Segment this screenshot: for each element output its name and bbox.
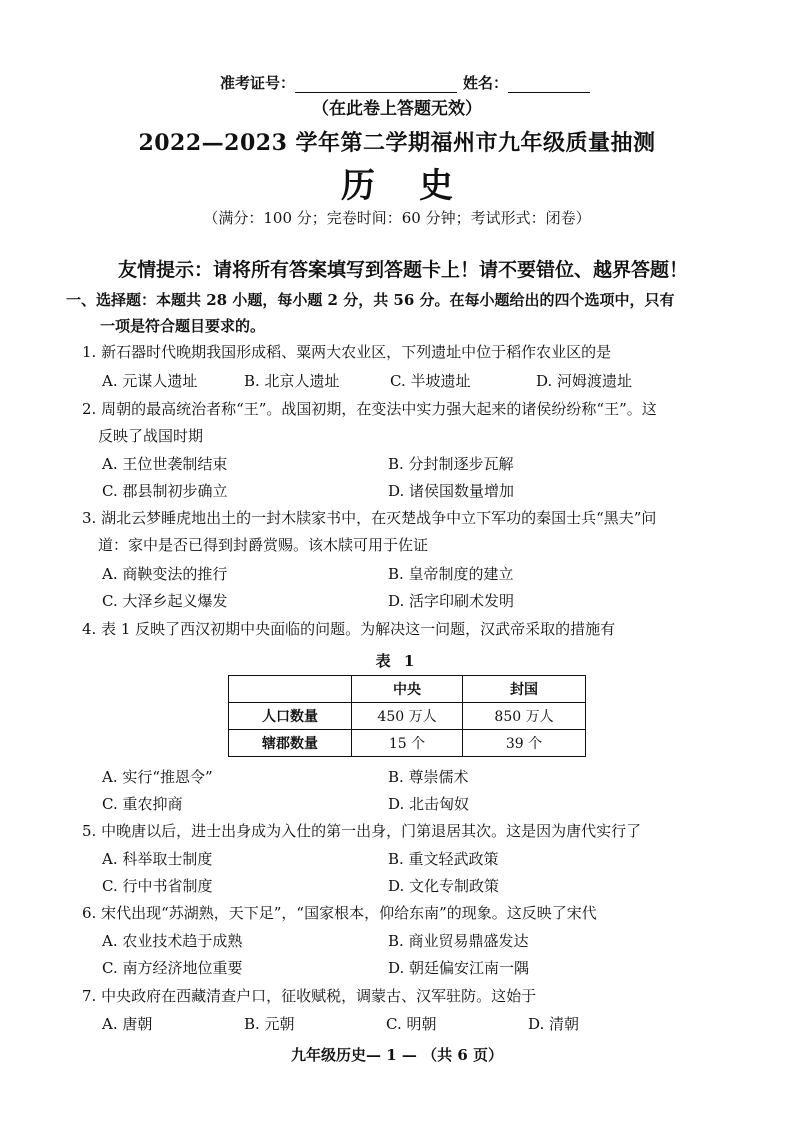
table-1-title: 表 1 xyxy=(375,652,419,670)
question-stem: 1. 新石器时代晚期我国形成稻、粟两大农业区，下列遗址中位于稻作农业区的是 xyxy=(82,343,612,361)
id-label: 准考证号： xyxy=(220,74,296,92)
table-cell: 人口数量 xyxy=(229,703,352,730)
question-7 xyxy=(82,983,722,1010)
q1-option-d: D. 河姆渡遗址 xyxy=(536,372,633,390)
table-header-row xyxy=(229,676,586,703)
q3-option-a: A. 商鞅变法的推行 xyxy=(102,565,228,583)
q3-option-b: B. 皇帝制度的建立 xyxy=(388,565,514,583)
q7-option-b: B. 元朝 xyxy=(244,1015,295,1033)
question-stem: 5. 中晚唐以后，进士出身成为入仕的第一出身，门第退居其次。这是因为唐代实行了 xyxy=(82,822,642,840)
q3-option-d: D. 活字印刷术发明 xyxy=(388,592,515,610)
q4-option-b: B. 尊崇儒术 xyxy=(388,768,469,786)
q2-option-b: B. 分封制逐步瓦解 xyxy=(388,455,514,473)
subject-title: 历史 xyxy=(341,166,497,206)
reminder: 友情提示：请将所有答案填写到答题卡上！请不要错位、越界答题！ xyxy=(118,259,689,281)
q5-option-b: B. 重文轻武政策 xyxy=(388,850,499,868)
question-1 xyxy=(82,339,722,366)
q6-option-a: A. 农业技术趋于成熟 xyxy=(102,932,243,950)
question-stem-line-2: 反映了战国时期 xyxy=(98,427,204,445)
name-label: 姓名： xyxy=(463,74,509,92)
q6-option-c: C. 南方经济地位重要 xyxy=(102,959,243,977)
id-blank xyxy=(295,76,457,93)
q1-option-b: B. 北京人遗址 xyxy=(244,372,340,390)
section-heading xyxy=(66,287,726,339)
q7-option-a: A. 唐朝 xyxy=(102,1015,153,1033)
q4-option-a: A. 实行“推恩令” xyxy=(102,768,213,786)
question-4 xyxy=(82,616,722,643)
question-stem-line-1: 3. 湖北云梦睡虎地出土的一封木牍家书中，在灭楚战争中立下军功的秦国士兵“黑夫”问 xyxy=(82,509,657,527)
question-stem: 6. 宋代出现“苏湖熟，天下足”，“国家根本，仰给东南”的现象。这反映了宋代 xyxy=(82,904,597,922)
section-line-1: 一、选择题：本题共 28 小题，每小题 2 分，共 56 分。在每小题给出的四个选项中，只有 xyxy=(66,291,675,309)
q7-option-c: C. 明朝 xyxy=(386,1015,437,1033)
page-footer: 九年级历史— 1 — （共 6 页） xyxy=(291,1046,503,1064)
q3-option-c: C. 大泽乡起义爆发 xyxy=(102,592,228,610)
q1-option-a: A. 元谋人遗址 xyxy=(102,372,198,390)
q5-option-c: C. 行中书省制度 xyxy=(102,877,213,895)
table-cell: 39 个 xyxy=(463,730,586,757)
question-2 xyxy=(82,396,722,450)
question-3 xyxy=(82,505,722,559)
exam-title: 2022—2023 学年第二学期福州市九年级质量抽测 xyxy=(138,130,656,156)
candidate-info-line xyxy=(220,72,590,93)
question-6 xyxy=(82,900,722,927)
question-stem-line-2: 道：家中是否已得到封爵赏赐。该木牍可用于佐证 xyxy=(98,536,429,554)
table-1 xyxy=(228,675,586,757)
q4-option-c: C. 重农抑商 xyxy=(102,795,183,813)
name-blank xyxy=(508,76,590,93)
question-5 xyxy=(82,818,722,845)
q5-option-d: D. 文化专制政策 xyxy=(388,877,500,895)
q7-option-d: D. 清朝 xyxy=(528,1015,580,1033)
question-stem-line-1: 2. 周朝的最高统治者称“王”。战国初期，在变法中实力强大起来的诸侯纷纷称“王”。这 xyxy=(82,400,657,418)
table-cell: 15 个 xyxy=(352,730,463,757)
table-row xyxy=(229,730,586,757)
table-header-cell xyxy=(229,676,352,703)
q5-option-a: A. 科举取士制度 xyxy=(102,850,213,868)
question-stem: 7. 中央政府在西藏清查户口，征收赋税，调蒙古、汉军驻防。这始于 xyxy=(82,987,537,1005)
exam-info: （满分：100 分；完卷时间：60 分钟；考试形式：闭卷） xyxy=(203,209,591,227)
q2-option-c: C. 郡县制初步确立 xyxy=(102,482,228,500)
q6-option-b: B. 商业贸易鼎盛发达 xyxy=(388,932,529,950)
table-cell: 850 万人 xyxy=(463,703,586,730)
q6-option-d: D. 朝廷偏安江南一隅 xyxy=(388,959,530,977)
table-cell: 辖郡数量 xyxy=(229,730,352,757)
table-cell: 450 万人 xyxy=(352,703,463,730)
q1-option-c: C. 半坡遗址 xyxy=(390,372,471,390)
q4-option-d: D. 北击匈奴 xyxy=(388,795,470,813)
q2-option-a: A. 王位世袭制结束 xyxy=(102,455,228,473)
invalid-notice: （在此卷上答题无效） xyxy=(312,99,482,119)
table-header-cell: 封国 xyxy=(463,676,586,703)
question-stem: 4. 表 1 反映了西汉初期中央面临的问题。为解决这一问题，汉武帝采取的措施有 xyxy=(82,620,616,638)
table-row xyxy=(229,703,586,730)
table-header-cell: 中央 xyxy=(352,676,463,703)
q2-option-d: D. 诸侯国数量增加 xyxy=(388,482,515,500)
section-line-2: 一项是符合题目要求的。 xyxy=(100,317,266,335)
